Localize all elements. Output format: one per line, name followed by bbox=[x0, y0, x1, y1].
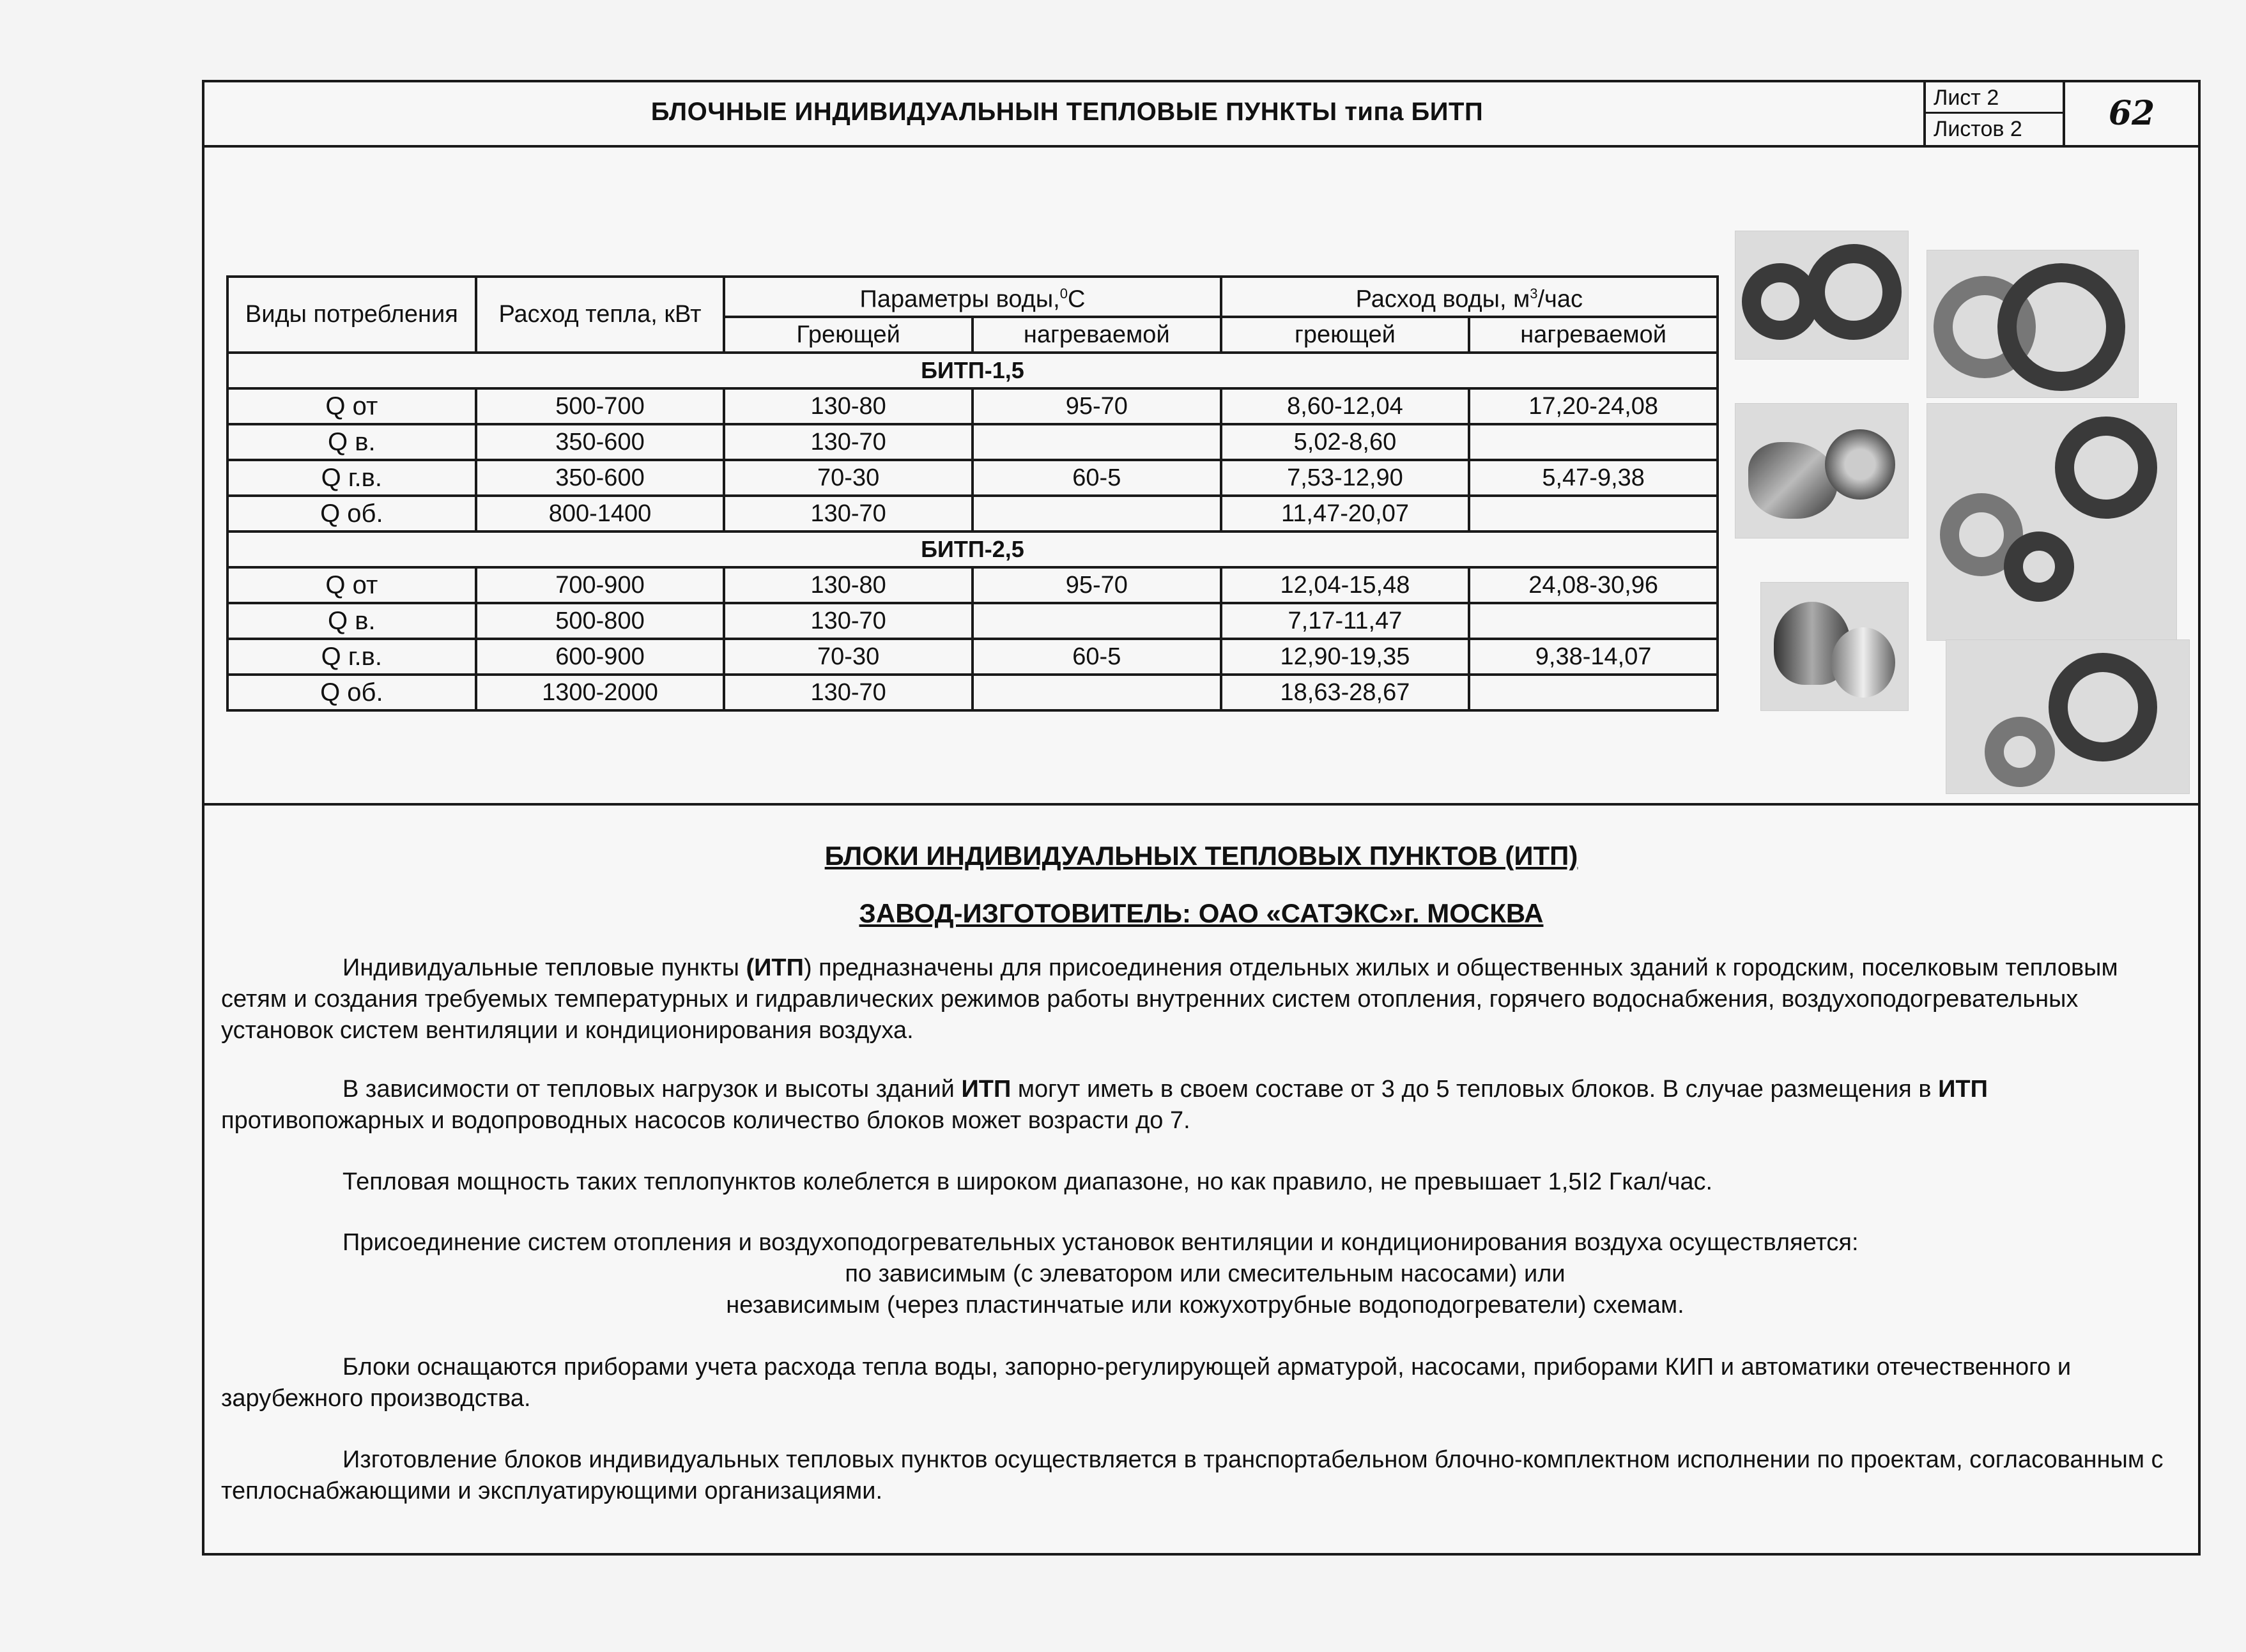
cell-heat: 700-900 bbox=[476, 567, 725, 603]
flange-collar-photo bbox=[1946, 639, 2190, 794]
sheets-count-label: Листов 2 bbox=[1926, 114, 2065, 145]
cell-type: Q от bbox=[227, 388, 476, 424]
table-row bbox=[227, 603, 1718, 639]
cell-type: Q об. bbox=[227, 496, 476, 532]
cell-heat: 600-900 bbox=[476, 639, 725, 675]
group-title: БИТП-2,5 bbox=[227, 532, 1718, 567]
cell-type: Q от bbox=[227, 567, 476, 603]
paragraph-manufacturing: Изготовление блоков индивидуальных тепловых пунктов осуществляется в транспортабельном блочно-комплектном исполнении по проектам, согласованным с теплоснабжающими и эксплуатирующими организациями. bbox=[221, 1446, 2164, 1504]
flange-photo bbox=[1735, 231, 1909, 360]
cell-type: Q г.в. bbox=[227, 639, 476, 675]
cell-t-heated bbox=[973, 496, 1221, 532]
cell-t-heat: 70-30 bbox=[724, 639, 973, 675]
subheader-heated: нагреваемой bbox=[973, 317, 1221, 353]
cell-t-heat: 130-80 bbox=[724, 388, 973, 424]
group-title: БИТП-1,5 bbox=[227, 353, 1718, 388]
cell-f-heated: 9,38-14,07 bbox=[1469, 639, 1718, 675]
cell-f-heated: 17,20-24,08 bbox=[1469, 388, 1718, 424]
cell-heat: 800-1400 bbox=[476, 496, 725, 532]
elbow-photo bbox=[1735, 403, 1909, 539]
paragraph-equipment: Блоки оснащаются приборами учета расхода тепла воды, запорно-регулирующей арматурой, насосами, приборами КИП и автоматики отечественного и зарубежного производства. bbox=[221, 1354, 2072, 1412]
subheader-heated-flow: нагреваемой bbox=[1469, 317, 1718, 353]
paragraph-purpose: Индивидуальные тепловые пункты (ИТП) предназначены для присоединения отдельных жилых и общественных зданий к городским, поселковым тепловым сетям и создания требуемых температурных и гидравлических режимов работы внутренних систем отопления, горячего водоснабжения, воздухоподогревательных установок систем вентиляции и кондиционирования воздуха. bbox=[221, 954, 2118, 1044]
cell-type: Q в. bbox=[227, 603, 476, 639]
table-section bbox=[204, 148, 2198, 806]
table-row bbox=[227, 388, 1718, 424]
table-row bbox=[227, 675, 1718, 710]
cell-f-heated bbox=[1469, 424, 1718, 460]
cell-t-heated bbox=[973, 603, 1221, 639]
cell-t-heated: 95-70 bbox=[973, 567, 1221, 603]
table-row bbox=[227, 639, 1718, 675]
paragraph-power: Тепловая мощность таких теплопунктов колеблется в широком диапазоне, но как правило, не превышает 1,5I2 Гкал/час. bbox=[342, 1168, 1713, 1195]
sheet-info-box bbox=[1923, 82, 2198, 145]
document-title: БЛОЧНЫЕ ИНДИВИДУАЛЬНЫН ТЕПЛОВЫЕ ПУНКТЫ типа БИТП bbox=[650, 98, 1484, 126]
cell-t-heated bbox=[973, 675, 1221, 710]
cell-f-heated: 5,47-9,38 bbox=[1469, 460, 1718, 496]
cell-t-heated bbox=[973, 424, 1221, 460]
cell-type: Q об. bbox=[227, 675, 476, 710]
cell-f-heated bbox=[1469, 675, 1718, 710]
flange-set-photo bbox=[1927, 403, 2177, 641]
sheet-label: Лист 2 bbox=[1926, 82, 2065, 114]
cell-type: Q в. bbox=[227, 424, 476, 460]
table-row bbox=[227, 460, 1718, 496]
table-row bbox=[227, 424, 1718, 460]
table-row bbox=[227, 496, 1718, 532]
cell-f-heat: 12,90-19,35 bbox=[1221, 639, 1470, 675]
cell-f-heat: 11,47-20,07 bbox=[1221, 496, 1470, 532]
flange-stack-photo bbox=[1927, 250, 2139, 398]
header-consumption: Виды потребления bbox=[227, 277, 476, 353]
cell-f-heated: 24,08-30,96 bbox=[1469, 567, 1718, 603]
cell-t-heated: 60-5 bbox=[973, 639, 1221, 675]
cell-t-heated: 60-5 bbox=[973, 460, 1221, 496]
cell-t-heat: 130-70 bbox=[724, 675, 973, 710]
parameters-table bbox=[226, 275, 1719, 712]
cell-t-heat: 70-30 bbox=[724, 460, 973, 496]
cell-f-heat: 5,02-8,60 bbox=[1221, 424, 1470, 460]
header-water-flow: Расход воды, $м^3$/час bbox=[1221, 277, 1718, 317]
section-heading: БЛОКИ ИНДИВИДУАЛЬНЫХ ТЕПЛОВЫХ ПУНКТОВ (ИТП) bbox=[824, 841, 1578, 871]
cell-f-heated bbox=[1469, 603, 1718, 639]
cell-heat: 1300-2000 bbox=[476, 675, 725, 710]
manufacturer-heading: ЗАВОД-ИЗГОТОВИТЕЛЬ: ОАО «САТЭКС»г. МОСКВА bbox=[859, 898, 1544, 928]
table-row bbox=[227, 567, 1718, 603]
cell-heat: 350-600 bbox=[476, 460, 725, 496]
cell-heat: 350-600 bbox=[476, 424, 725, 460]
header-water-params: Параметры воды,$^0$С bbox=[724, 277, 1220, 317]
paragraph-connection: Присоединение систем отопления и воздухоподогревательных установок вентиляции и кондиционирования воздуха осуществляется: по зависимым (с элеватором или смесительным насосами) или независимым (через пластинчатые или кожухотрубные водоподогреватели) схемам. bbox=[342, 1229, 1859, 1319]
cell-f-heat: 7,17-11,47 bbox=[1221, 603, 1470, 639]
cell-f-heated bbox=[1469, 496, 1718, 532]
cell-f-heat: 12,04-15,48 bbox=[1221, 567, 1470, 603]
subheader-heating-flow: греющей bbox=[1221, 317, 1470, 353]
cell-t-heat: 130-80 bbox=[724, 567, 973, 603]
cell-type: Q г.в. bbox=[227, 460, 476, 496]
cell-f-heat: 8,60-12,04 bbox=[1221, 388, 1470, 424]
cell-f-heat: 7,53-12,90 bbox=[1221, 460, 1470, 496]
paragraph-composition: В зависимости от тепловых нагрузок и высоты зданий ИТП могут иметь в своем составе от 3 до 5 тепловых блоков. В случае размещения в ИТП противопожарных и водопроводных насосов количество блоков может возрасти до 7. bbox=[221, 1076, 1988, 1134]
cell-t-heat: 130-70 bbox=[724, 424, 973, 460]
cell-f-heat: 18,63-28,67 bbox=[1221, 675, 1470, 710]
cell-t-heat: 130-70 bbox=[724, 496, 973, 532]
header-heat: Расход тепла, кВт bbox=[476, 277, 725, 353]
cell-t-heat: 130-70 bbox=[724, 603, 973, 639]
cell-heat: 500-700 bbox=[476, 388, 725, 424]
cell-t-heated: 95-70 bbox=[973, 388, 1221, 424]
product-photos bbox=[1735, 231, 2188, 780]
title-block bbox=[204, 82, 2198, 148]
document-sheet bbox=[202, 80, 2201, 1556]
page-number: 62 bbox=[2108, 94, 2155, 133]
subheader-heating: Греющей bbox=[724, 317, 973, 353]
reducer-photo bbox=[1760, 582, 1909, 711]
description-section bbox=[204, 806, 2198, 1553]
cell-heat: 500-800 bbox=[476, 603, 725, 639]
